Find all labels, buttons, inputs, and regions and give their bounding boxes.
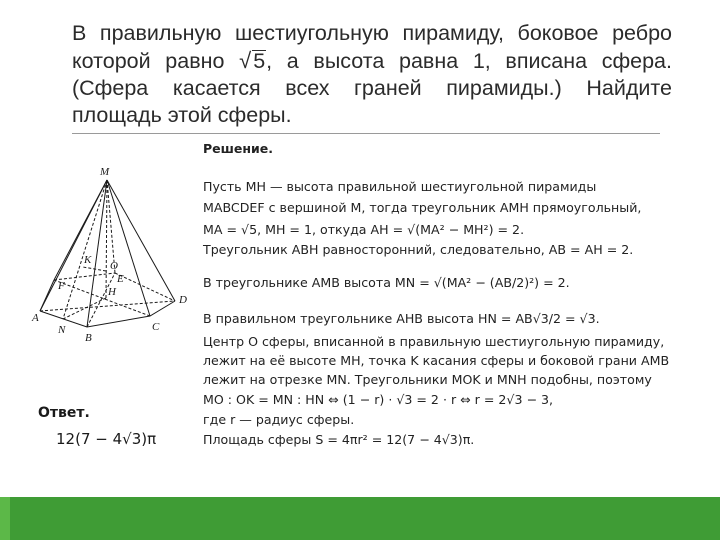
height-MH <box>106 180 107 298</box>
solution-line-5: В треугольнике AMB высота MN = √(MA² − (AB/2)²) = 2. <box>203 275 570 290</box>
edge-ED <box>115 273 175 301</box>
problem-line-2-b: , а высота равна 1, вписана сфера. <box>266 49 672 73</box>
label-D: D <box>179 294 187 306</box>
solution-line-9: лежит на отрезке MN. Треугольники MOK и MNH подобны, поэтому <box>203 372 652 387</box>
label-K: K <box>84 254 92 266</box>
label-F: F <box>58 280 65 292</box>
solution-heading: Решение. <box>203 141 274 156</box>
label-B: B <box>85 332 92 344</box>
solution-line-11: где r — радиус сферы. <box>203 412 355 427</box>
solution-line-6: В правильном треугольнике AHB высота HN = AB√3/2 = √3. <box>203 311 600 326</box>
diag-CF <box>54 280 150 316</box>
sqrt-symbol: √ <box>239 48 252 73</box>
label-E: E <box>117 273 124 285</box>
footer-accent <box>0 497 10 540</box>
solution-line-3: MA = √5, MH = 1, откуда AH = √(MA² − MH²) = 2. <box>203 222 525 237</box>
solution-line-2: MABCDEF с вершиной M, тогда треугольник AMH прямоугольный, <box>203 200 642 215</box>
label-N: N <box>58 324 66 336</box>
label-H: H <box>108 286 116 298</box>
problem-root-value: 5 <box>253 49 266 73</box>
label-A: A <box>32 312 39 324</box>
solution-line-12: Площадь сферы S = 4πr² = 12(7 − 4√3)π. <box>203 432 475 447</box>
section-divider <box>72 133 660 134</box>
diag-AD <box>40 301 175 311</box>
footer-bar <box>0 497 720 540</box>
problem-line-4: площадь этой сферы. <box>72 103 292 127</box>
solution-line-8: лежит на её высоте MH, точка K касания сферы и боковой грани AMB <box>203 353 670 368</box>
problem-line-1: В правильную шестиугольную пирамиду, боковое ребро <box>72 21 672 45</box>
label-M: M <box>100 166 110 178</box>
solution-line-7: Центр O сферы, вписанной в правильную шестиугольную пирамиду, <box>203 334 665 349</box>
label-O: O <box>110 260 118 272</box>
answer-label: Ответ. <box>38 405 90 421</box>
solution-line-4: Треугольник ABH равносторонний, следовательно, AB = AH = 2. <box>203 242 634 257</box>
solution-line-10: MO : OK = MN : HN ⇔ (1 − r) · √3 = 2 · r ⇔ r = 2√3 − 3, <box>203 392 554 407</box>
lateral-MF <box>54 180 107 280</box>
problem-line-3: (Сфера касается всех граней пирамиды.) Найдите <box>72 76 672 100</box>
label-C: C <box>152 321 160 333</box>
segment-HN <box>63 298 106 319</box>
solution-line-1: Пусть MH — высота правильной шестиугольной пирамиды <box>203 179 597 194</box>
answer-value: 12(7 − 4√3)π <box>56 430 157 448</box>
problem-line-2 <box>72 47 672 75</box>
diag-BE <box>87 273 115 327</box>
problem-line-2-a: которой равно <box>72 49 225 73</box>
problem-statement <box>72 20 672 129</box>
pyramid-figure <box>30 165 190 350</box>
